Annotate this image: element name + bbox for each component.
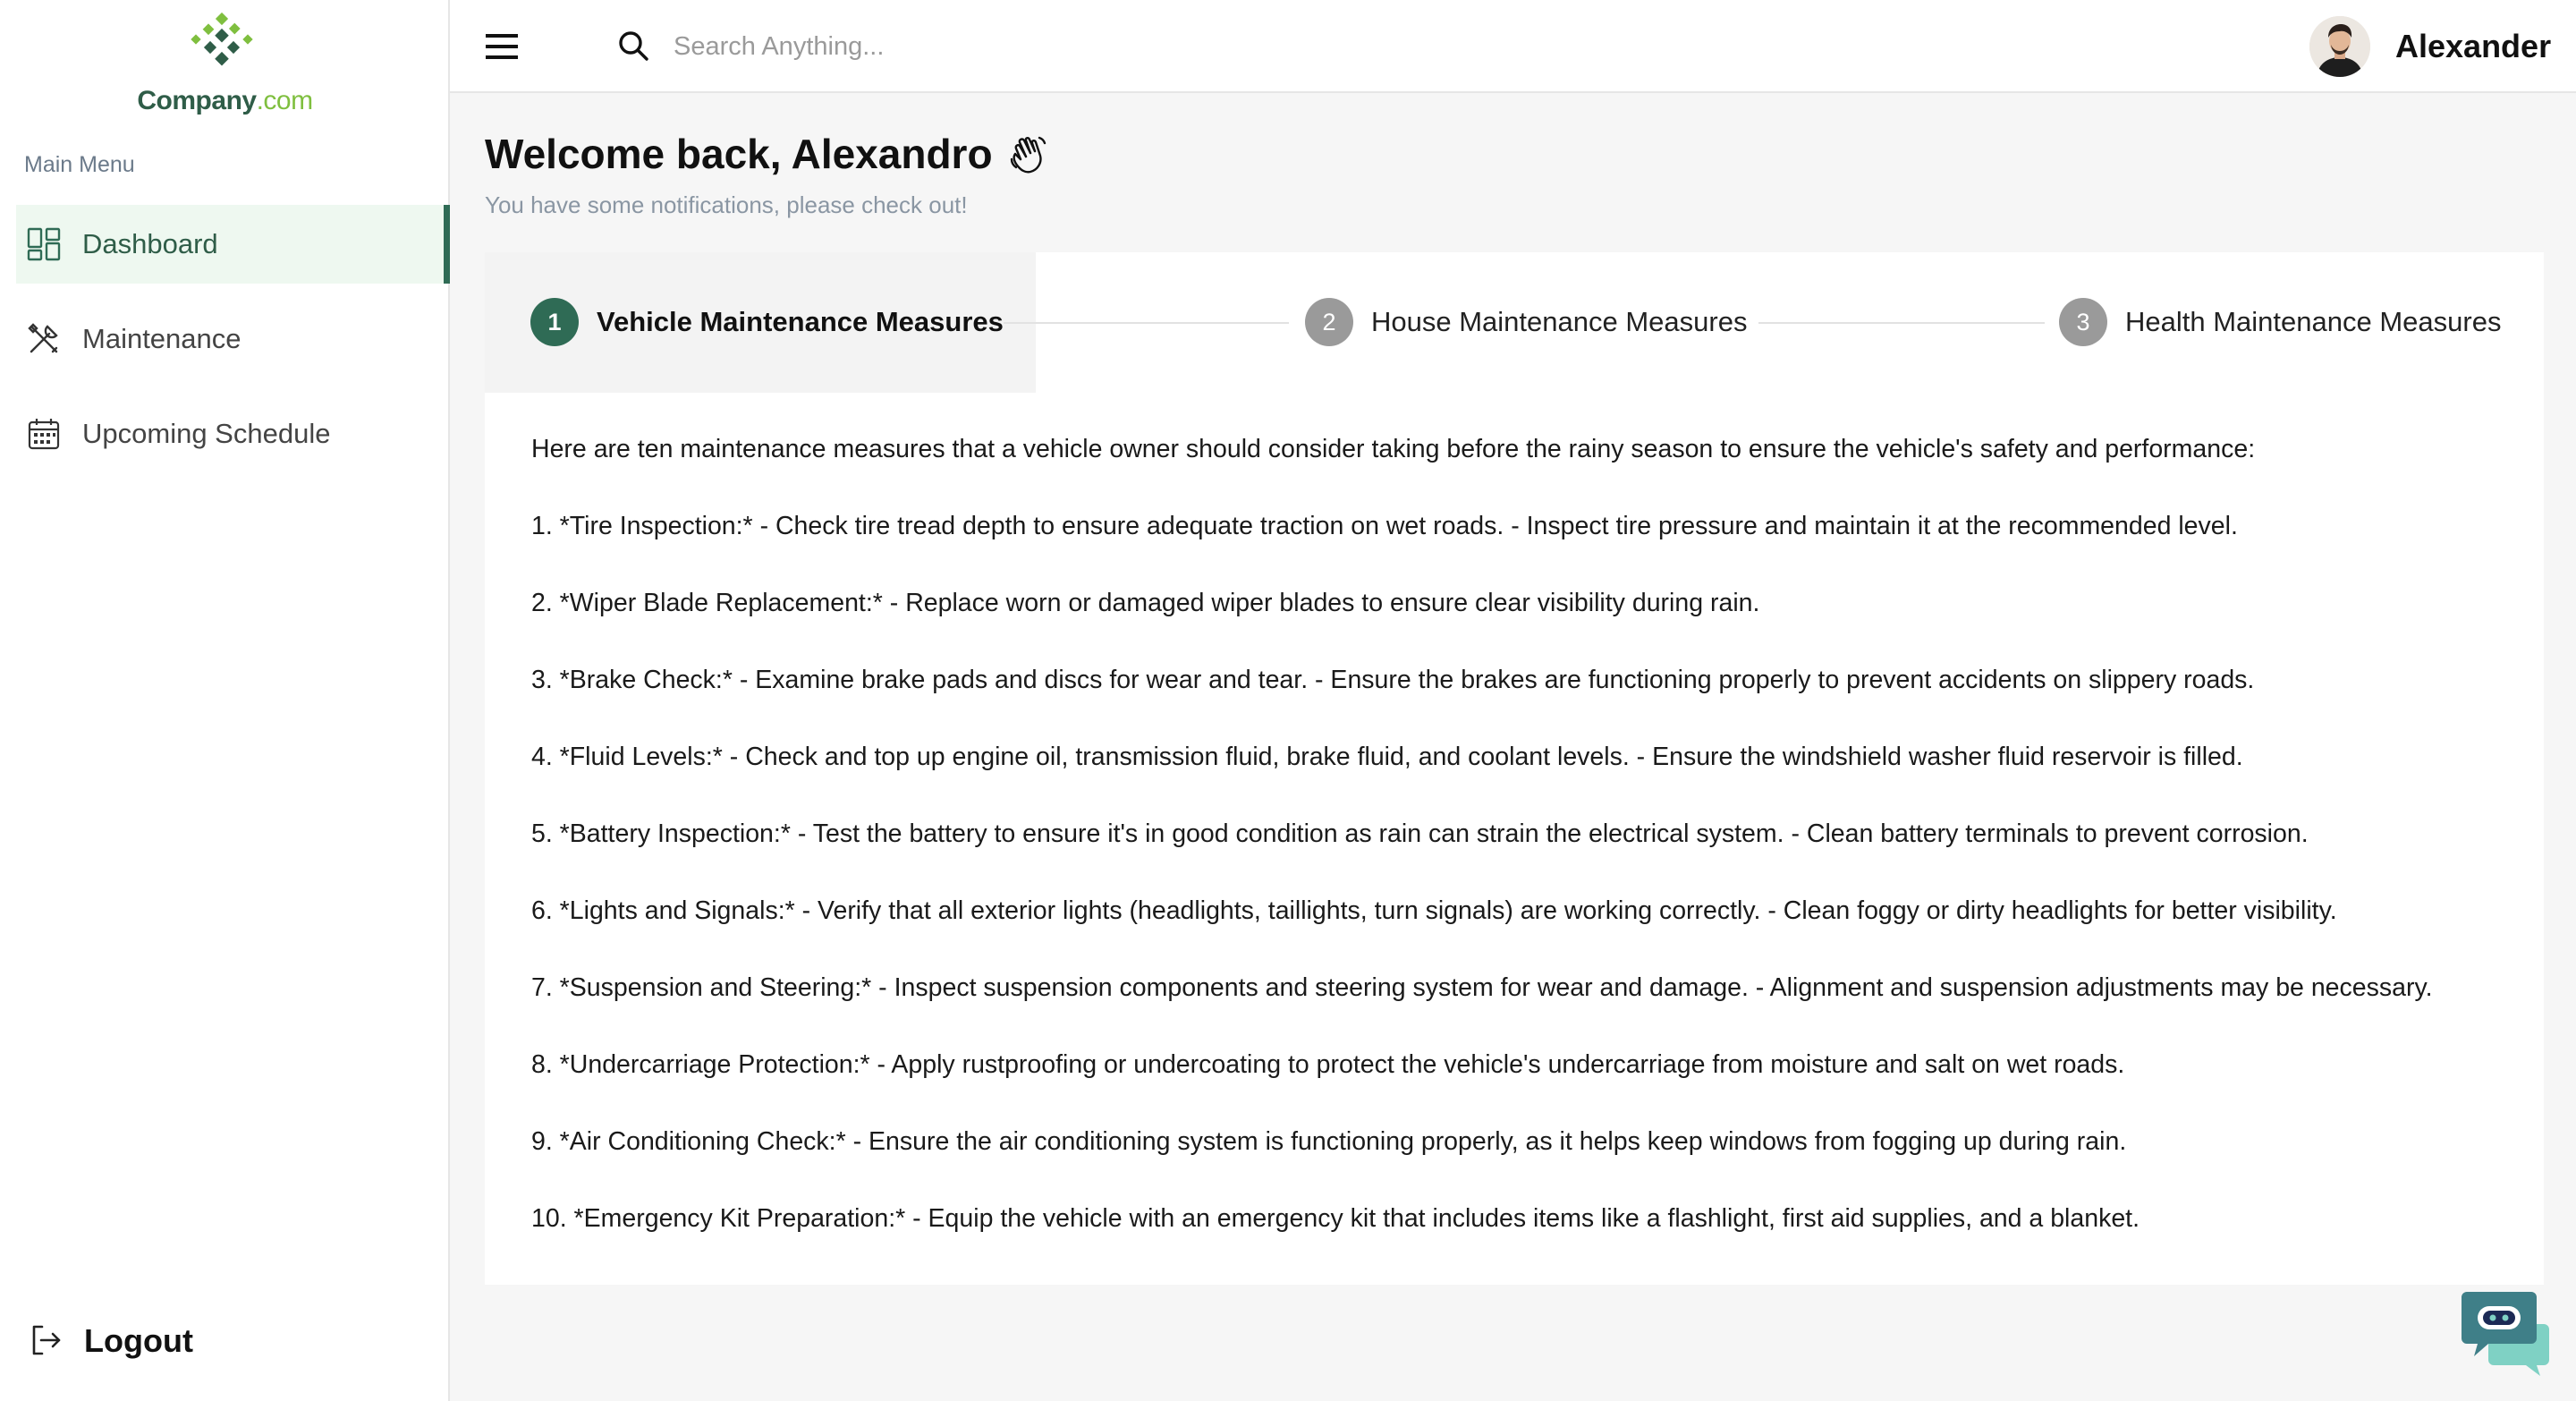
step-number: 1 <box>530 298 579 346</box>
brand-name: Company <box>137 86 257 115</box>
company-logo[interactable] <box>0 9 450 116</box>
sidebar-item-label: Dashboard <box>82 228 218 259</box>
logo-mark-icon <box>182 13 267 77</box>
sidebar-item-dashboard[interactable] <box>16 205 450 284</box>
sidebar <box>0 0 450 1401</box>
logout-button[interactable] <box>29 1322 193 1360</box>
list-item: 10. *Emergency Kit Preparation:* - Equip the vehicle with an emergency kit that includes items like a flashlight, first aid supplies, and a blanket. <box>531 1204 2140 1233</box>
list-item: 2. *Wiper Blade Replacement:* - Replace worn or damaged wiper blades to ensure clear visibility during rain. <box>531 589 1760 617</box>
chatbot-button[interactable] <box>2462 1288 2549 1376</box>
user-name[interactable]: Alexander <box>2395 28 2552 64</box>
step-house-maintenance[interactable] <box>1289 297 1763 347</box>
list-item: 8. *Undercarriage Protection:* - Apply rustproofing or undercoating to protect the vehicle's undercarriage from moisture and salt on wet roads. <box>531 1050 2125 1079</box>
search-input[interactable] <box>672 21 1480 72</box>
logout-icon <box>29 1323 64 1359</box>
list-item: 9. *Air Conditioning Check:* - Ensure the air conditioning system is functioning properly, as it helps keep windows from fogging up during rain. <box>531 1127 2127 1156</box>
waving-hand-icon <box>1007 132 1050 175</box>
maintenance-card <box>485 252 2544 1285</box>
menu-toggle-button[interactable] <box>484 30 520 63</box>
welcome-text: Welcome back, Alexandro <box>485 131 993 177</box>
list-item: 1. *Tire Inspection:* - Check tire tread depth to ensure adequate traction on wet roads. - Inspect tire pressure and maintain it at the recommended level. <box>531 512 2238 540</box>
step-label: Health Maintenance Measures <box>2125 306 2502 337</box>
sidebar-item-upcoming-schedule[interactable] <box>16 395 450 473</box>
list-item: 5. *Battery Inspection:* - Test the battery to ensure it's in good condition as rain can strain the electrical system. - Clean battery terminals to prevent corrosion. <box>531 819 2309 848</box>
hamburger-icon <box>484 30 520 63</box>
tools-icon <box>25 320 63 358</box>
intro-text: Here are ten maintenance measures that a vehicle owner should consider taking before the rainy season to ensure the vehicle's safety and performance: <box>531 435 2256 463</box>
calendar-icon <box>25 415 63 453</box>
brand-tld: .com <box>256 86 313 115</box>
sidebar-item-label: Upcoming Schedule <box>82 418 331 449</box>
logo-text <box>0 86 450 116</box>
chatbot-icon <box>2462 1288 2549 1376</box>
step-health-maintenance[interactable] <box>2045 297 2501 347</box>
step-number: 2 <box>1305 298 1353 346</box>
list-item: 3. *Brake Check:* - Examine brake pads and discs for wear and tear. - Ensure the brakes are functioning properly to prevent accidents on slippery roads. <box>531 666 2255 694</box>
main-menu-title: Main Menu <box>24 152 135 177</box>
dashboard-icon <box>25 225 63 263</box>
step-vehicle-maintenance[interactable] <box>530 297 1004 347</box>
list-item: 6. *Lights and Signals:* - Verify that all exterior lights (headlights, taillights, turn signals) are working correctly. - Clean foggy or dirty headlights for better visibility. <box>531 896 2337 925</box>
user-avatar-icon <box>2309 16 2370 77</box>
logout-label: Logout <box>84 1322 193 1359</box>
step-connector <box>1758 322 2059 324</box>
top-bar <box>450 0 2576 93</box>
page-title <box>485 130 1050 178</box>
list-item: 7. *Suspension and Steering:* - Inspect suspension components and steering system for wear and damage. - Alignment and suspension adjustments may be necessary. <box>531 973 2433 1002</box>
sidebar-item-maintenance[interactable] <box>16 300 450 378</box>
step-label: Vehicle Maintenance Measures <box>597 306 1004 337</box>
page-subtitle: You have some notifications, please check out! <box>485 191 968 218</box>
step-label: House Maintenance Measures <box>1371 306 1748 337</box>
step-number: 3 <box>2059 298 2107 346</box>
search-icon <box>616 29 650 63</box>
list-item: 4. *Fluid Levels:* - Check and top up engine oil, transmission fluid, brake fluid, and coolant levels. - Ensure the windshield washer fluid reservoir is filled. <box>531 743 2243 771</box>
sidebar-item-label: Maintenance <box>82 323 242 354</box>
measures-content <box>531 431 2517 1278</box>
avatar[interactable] <box>2309 16 2370 77</box>
